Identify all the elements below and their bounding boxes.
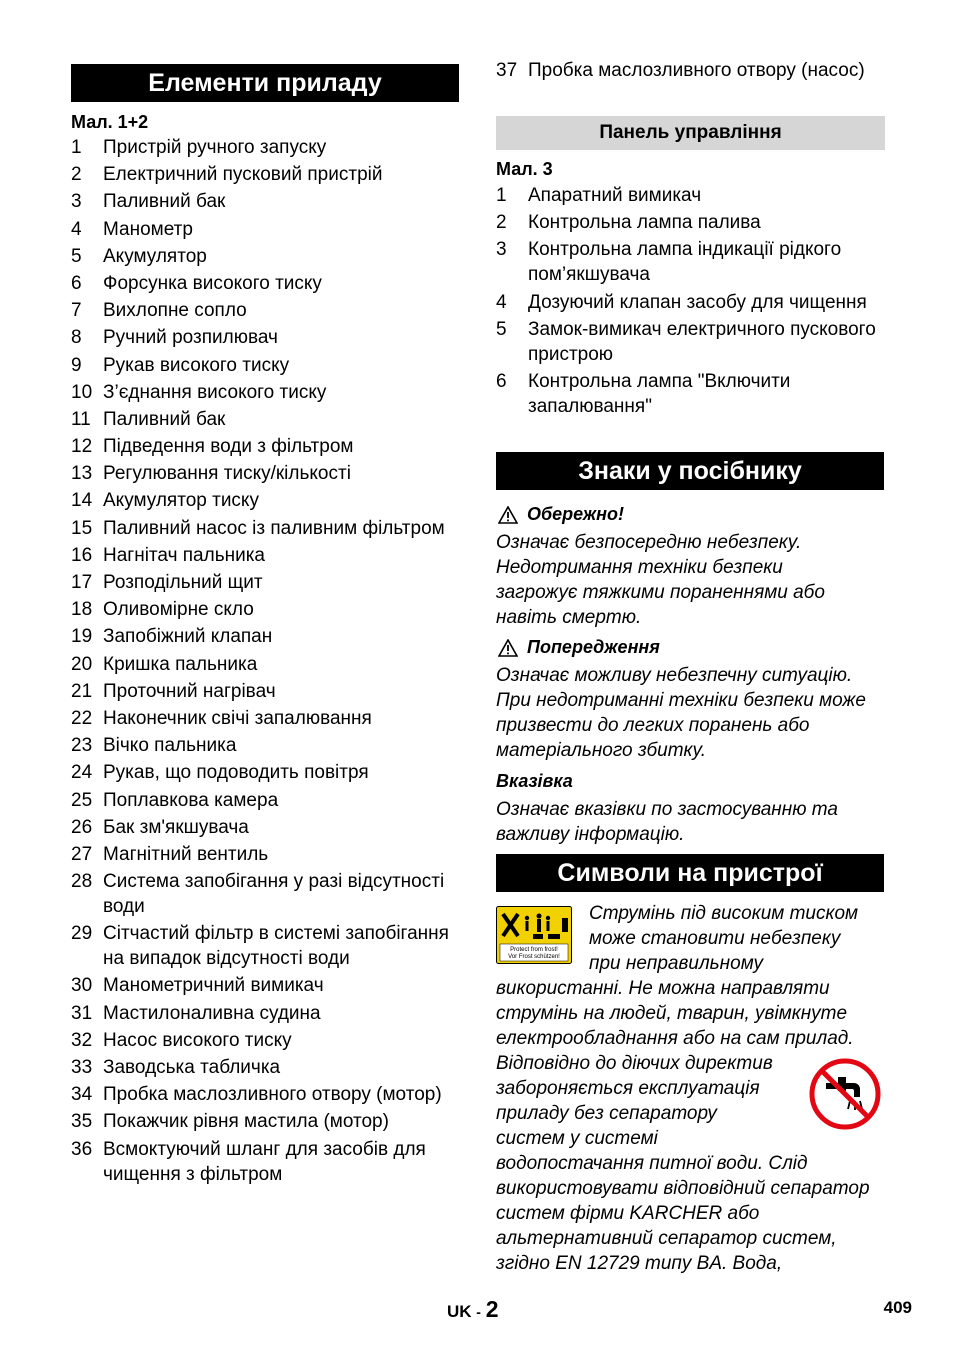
footer-local-page: 2 xyxy=(485,1296,499,1322)
list-item-number: 24 xyxy=(71,762,93,784)
list-item xyxy=(71,1028,459,1053)
list-item-text: Манометр xyxy=(103,218,193,240)
list-item-number: 3 xyxy=(71,191,82,213)
list-item-text: Апаратний вимикач xyxy=(528,185,702,206)
list-item xyxy=(496,290,886,315)
list-item-text: Контрольна лампа "Включити запалювання" xyxy=(528,370,791,417)
list-item-number: 25 xyxy=(71,789,93,811)
list-item-number: 2 xyxy=(71,164,82,186)
list-item xyxy=(71,434,459,459)
list-item-text: Система запобігання у разі відсутності води xyxy=(103,871,445,918)
list-item-text: Рукав високого тиску xyxy=(103,354,290,376)
list-item-number: 1 xyxy=(71,137,82,158)
list-item: 37 Пробка маслозливного отвору (насос) xyxy=(496,60,865,81)
jet-text-line: при неправильному xyxy=(589,953,764,974)
label-text-line-2: Vor Frost schützen! xyxy=(508,954,560,960)
list-item-text: Бак зм'якшувача xyxy=(103,816,249,838)
list-item xyxy=(71,135,459,160)
list-item-text: Електричний пусковий пристрій xyxy=(103,164,383,186)
panel-title: Панель управління xyxy=(496,116,885,150)
list-item xyxy=(71,189,459,214)
list-item xyxy=(71,570,459,595)
list-item-text: Паливний бак xyxy=(103,408,226,430)
list-item-text: Пристрій ручного запуску xyxy=(103,137,327,158)
fig-label-1-2: Мал. 1+2 xyxy=(71,112,149,132)
list-item-text: Проточний нагрівач xyxy=(103,680,276,702)
directive-text-line: приладу без сепаратору xyxy=(496,1103,717,1124)
list-item-text: Мастилоналивна судина xyxy=(103,1002,321,1024)
list-item xyxy=(71,597,459,622)
list-item xyxy=(71,679,459,704)
note-text: Означає вказівки по застосуванню та важливу інформацію. xyxy=(496,799,838,845)
list-item-number: 17 xyxy=(71,572,93,593)
directive-text-continued: водопостачання питної води. Слід використовувати відповідний сепаратор систем фірми KARCHER або альтернативний сепаратор систем, згідно EN 12729 типу BA. Вода, xyxy=(496,1153,870,1274)
list-item-number: 14 xyxy=(71,490,93,512)
note-title: Вказівка xyxy=(496,771,573,791)
list-item xyxy=(71,407,459,432)
list-item xyxy=(71,760,459,785)
no-drinking-water-connection-icon xyxy=(808,1057,882,1131)
list-item-number: 22 xyxy=(71,707,93,729)
list-item-number: 5 xyxy=(496,318,507,340)
list-item xyxy=(71,869,459,919)
device-elements-list xyxy=(71,135,459,1189)
jet-text-line: Струмінь під високим тиском xyxy=(589,903,859,924)
list-item xyxy=(71,488,459,513)
list-item xyxy=(71,1055,459,1080)
jet-text-line: може становити небезпеку xyxy=(589,928,841,949)
list-item-text: Вічко пальника xyxy=(103,735,237,757)
list-item-number: 27 xyxy=(71,843,93,865)
list-item-text: Манометричний вимикач xyxy=(103,975,324,997)
list-item-text: Рукав, що подоводить повітря xyxy=(103,762,369,784)
list-item-number: 19 xyxy=(71,626,93,648)
warning-text: Означає можливу небезпечну ситуацію. При недотриманні техніки безпеки може призвести до легких поранень або матеріального збитку. xyxy=(496,665,866,761)
list-item-text: Регулювання тиску/кількості xyxy=(103,463,351,485)
list-item-number: 4 xyxy=(71,218,82,240)
list-item xyxy=(496,369,886,419)
list-item-number: 6 xyxy=(496,370,507,392)
caution-text: Означає безпосередню небезпеку. Недотримання техніки безпеки загрожує тяжкими пораненнями або навіть смертю. xyxy=(496,532,825,628)
footer-page-number: 409 xyxy=(883,1298,912,1317)
list-item xyxy=(71,706,459,731)
list-item xyxy=(71,244,459,269)
list-item xyxy=(71,1109,459,1134)
list-item-text: Запобіжний клапан xyxy=(103,626,273,648)
list-item-text: Ручний розпилювач xyxy=(103,327,278,349)
list-item-number: 6 xyxy=(71,272,82,294)
list-item-number: 16 xyxy=(71,544,93,566)
list-item-number: 30 xyxy=(71,975,93,997)
list-item-number: 4 xyxy=(496,291,507,313)
section-title-signs: Знаки у посібнику xyxy=(496,452,884,490)
list-item-number: 10 xyxy=(71,381,93,403)
directive-text-line: систем у системі xyxy=(496,1128,658,1149)
section-title-device-elements: Елементи приладу xyxy=(71,64,459,102)
directive-text-line: забороняється експлуатація xyxy=(496,1078,760,1099)
list-item-text: Кришка пальника xyxy=(103,653,258,675)
list-item-number: 2 xyxy=(496,212,507,234)
list-item xyxy=(71,652,459,677)
list-item-text: Вихлопне сопло xyxy=(103,300,247,322)
control-panel-list xyxy=(496,183,886,421)
list-item-number: 18 xyxy=(71,599,93,621)
list-item-text: Насос високого тиску xyxy=(103,1029,292,1051)
footer-page-label xyxy=(447,1296,499,1323)
list-item xyxy=(71,624,459,649)
list-item-text: Контрольна лампа палива xyxy=(528,212,761,234)
list-item-text: Сітчастий фільтр в системі запобігання на випадок відсутності води xyxy=(103,923,449,970)
list-item-number: 3 xyxy=(496,239,507,261)
list-item-number: 36 xyxy=(71,1138,93,1160)
list-item xyxy=(71,921,459,971)
directive-text-line: Відповідно до діючих директив xyxy=(496,1053,773,1074)
list-item-number: 26 xyxy=(71,816,93,838)
list-item-text: Підведення води з фільтром xyxy=(103,436,354,458)
list-item-number: 33 xyxy=(71,1057,93,1078)
list-item-text: Паливний бак xyxy=(103,191,226,213)
list-item xyxy=(71,353,459,378)
list-item xyxy=(71,733,459,758)
list-item-text: Форсунка високого тиску xyxy=(103,272,322,294)
footer-lang: UK xyxy=(447,1302,472,1321)
list-item xyxy=(71,162,459,187)
list-item xyxy=(71,217,459,242)
warning-triangle-icon xyxy=(498,639,518,657)
list-item xyxy=(71,298,459,323)
list-item xyxy=(71,461,459,486)
list-item-text: Заводська табличка xyxy=(103,1057,281,1078)
warning-title: Попередження xyxy=(498,637,660,658)
list-item-text: Оливомірне скло xyxy=(103,599,254,621)
list-item-text: Магнітний вентиль xyxy=(103,843,269,865)
list-item-number: 5 xyxy=(71,245,82,267)
warning-triangle-icon xyxy=(498,506,518,524)
footer-dash: - xyxy=(476,1304,481,1320)
list-item xyxy=(71,543,459,568)
high-pressure-hazard-label-icon xyxy=(496,906,572,964)
list-item xyxy=(496,183,886,208)
list-item-text: Контрольна лампа індикації рідкого пом’якшувача xyxy=(528,239,842,286)
list-item-text: Акумулятор xyxy=(103,245,207,267)
list-item-number: 34 xyxy=(71,1084,93,1106)
list-item-number: 13 xyxy=(71,463,93,485)
list-item xyxy=(71,815,459,840)
list-item xyxy=(71,380,459,405)
list-item-number: 9 xyxy=(71,354,82,376)
list-item-text: З’єднання високого тиску xyxy=(103,381,327,403)
directive-text-lines xyxy=(496,1051,806,1151)
list-item-number: 35 xyxy=(71,1111,93,1133)
list-item xyxy=(71,1137,459,1187)
list-item-number: 28 xyxy=(71,871,93,893)
list-item xyxy=(71,973,459,998)
list-item-number: 29 xyxy=(71,923,93,945)
list-item-text: Акумулятор тиску xyxy=(103,490,259,512)
list-item-text: Пробка маслозливного отвору (мотор) xyxy=(103,1084,442,1106)
list-item xyxy=(71,271,459,296)
list-item-text: Наконечник свічі запалювання xyxy=(103,707,372,729)
list-item-text: Всмоктуючий шланг для засобів для чищення з фільтром xyxy=(103,1138,426,1185)
list-item-number: 7 xyxy=(71,300,82,322)
list-item-text: Замок-вимикач електричного пускового пристрою xyxy=(528,318,876,365)
item-37-list xyxy=(496,58,886,83)
list-item xyxy=(496,237,886,287)
list-item-number: 11 xyxy=(71,408,91,430)
list-item-number: 1 xyxy=(496,185,507,206)
list-item-text: Розподільний щит xyxy=(103,572,263,593)
label-text-line-1: Protect from frost! xyxy=(510,947,558,953)
list-item-number: 15 xyxy=(71,517,93,539)
list-item-number: 12 xyxy=(71,436,93,458)
list-item-number: 21 xyxy=(71,680,93,702)
list-item xyxy=(71,325,459,350)
section-title-symbols: Символи на пристрої xyxy=(496,854,884,892)
list-item xyxy=(71,1001,459,1026)
list-item-number: 8 xyxy=(71,327,82,349)
list-item-text: Паливний насос із паливним фільтром xyxy=(103,517,445,539)
caution-title: Обережно! xyxy=(498,504,624,525)
list-item-number: 31 xyxy=(71,1002,93,1024)
list-item xyxy=(71,1082,459,1107)
list-item xyxy=(496,210,886,235)
list-item xyxy=(496,317,886,367)
jet-text-continued: використанні. Не можна направляти струмінь на людей, тварин, увімкнуте електрообладнання або на сам прилад. xyxy=(496,978,854,1049)
list-item-text: Поплавкова камера xyxy=(103,789,279,811)
list-item-number: 23 xyxy=(71,735,93,757)
jet-text-lines xyxy=(589,901,889,976)
list-item-text: Дозуючий клапан засобу для чищення xyxy=(528,291,867,313)
fig-label-3: Мал. 3 xyxy=(496,159,553,179)
list-item xyxy=(71,842,459,867)
list-item-number: 32 xyxy=(71,1029,93,1051)
list-item xyxy=(71,788,459,813)
list-item-text: Нагнітач пальника xyxy=(103,544,265,566)
list-item xyxy=(71,516,459,541)
list-item-number: 20 xyxy=(71,653,93,675)
list-item-text: Покажчик рівня мастила (мотор) xyxy=(103,1111,389,1133)
